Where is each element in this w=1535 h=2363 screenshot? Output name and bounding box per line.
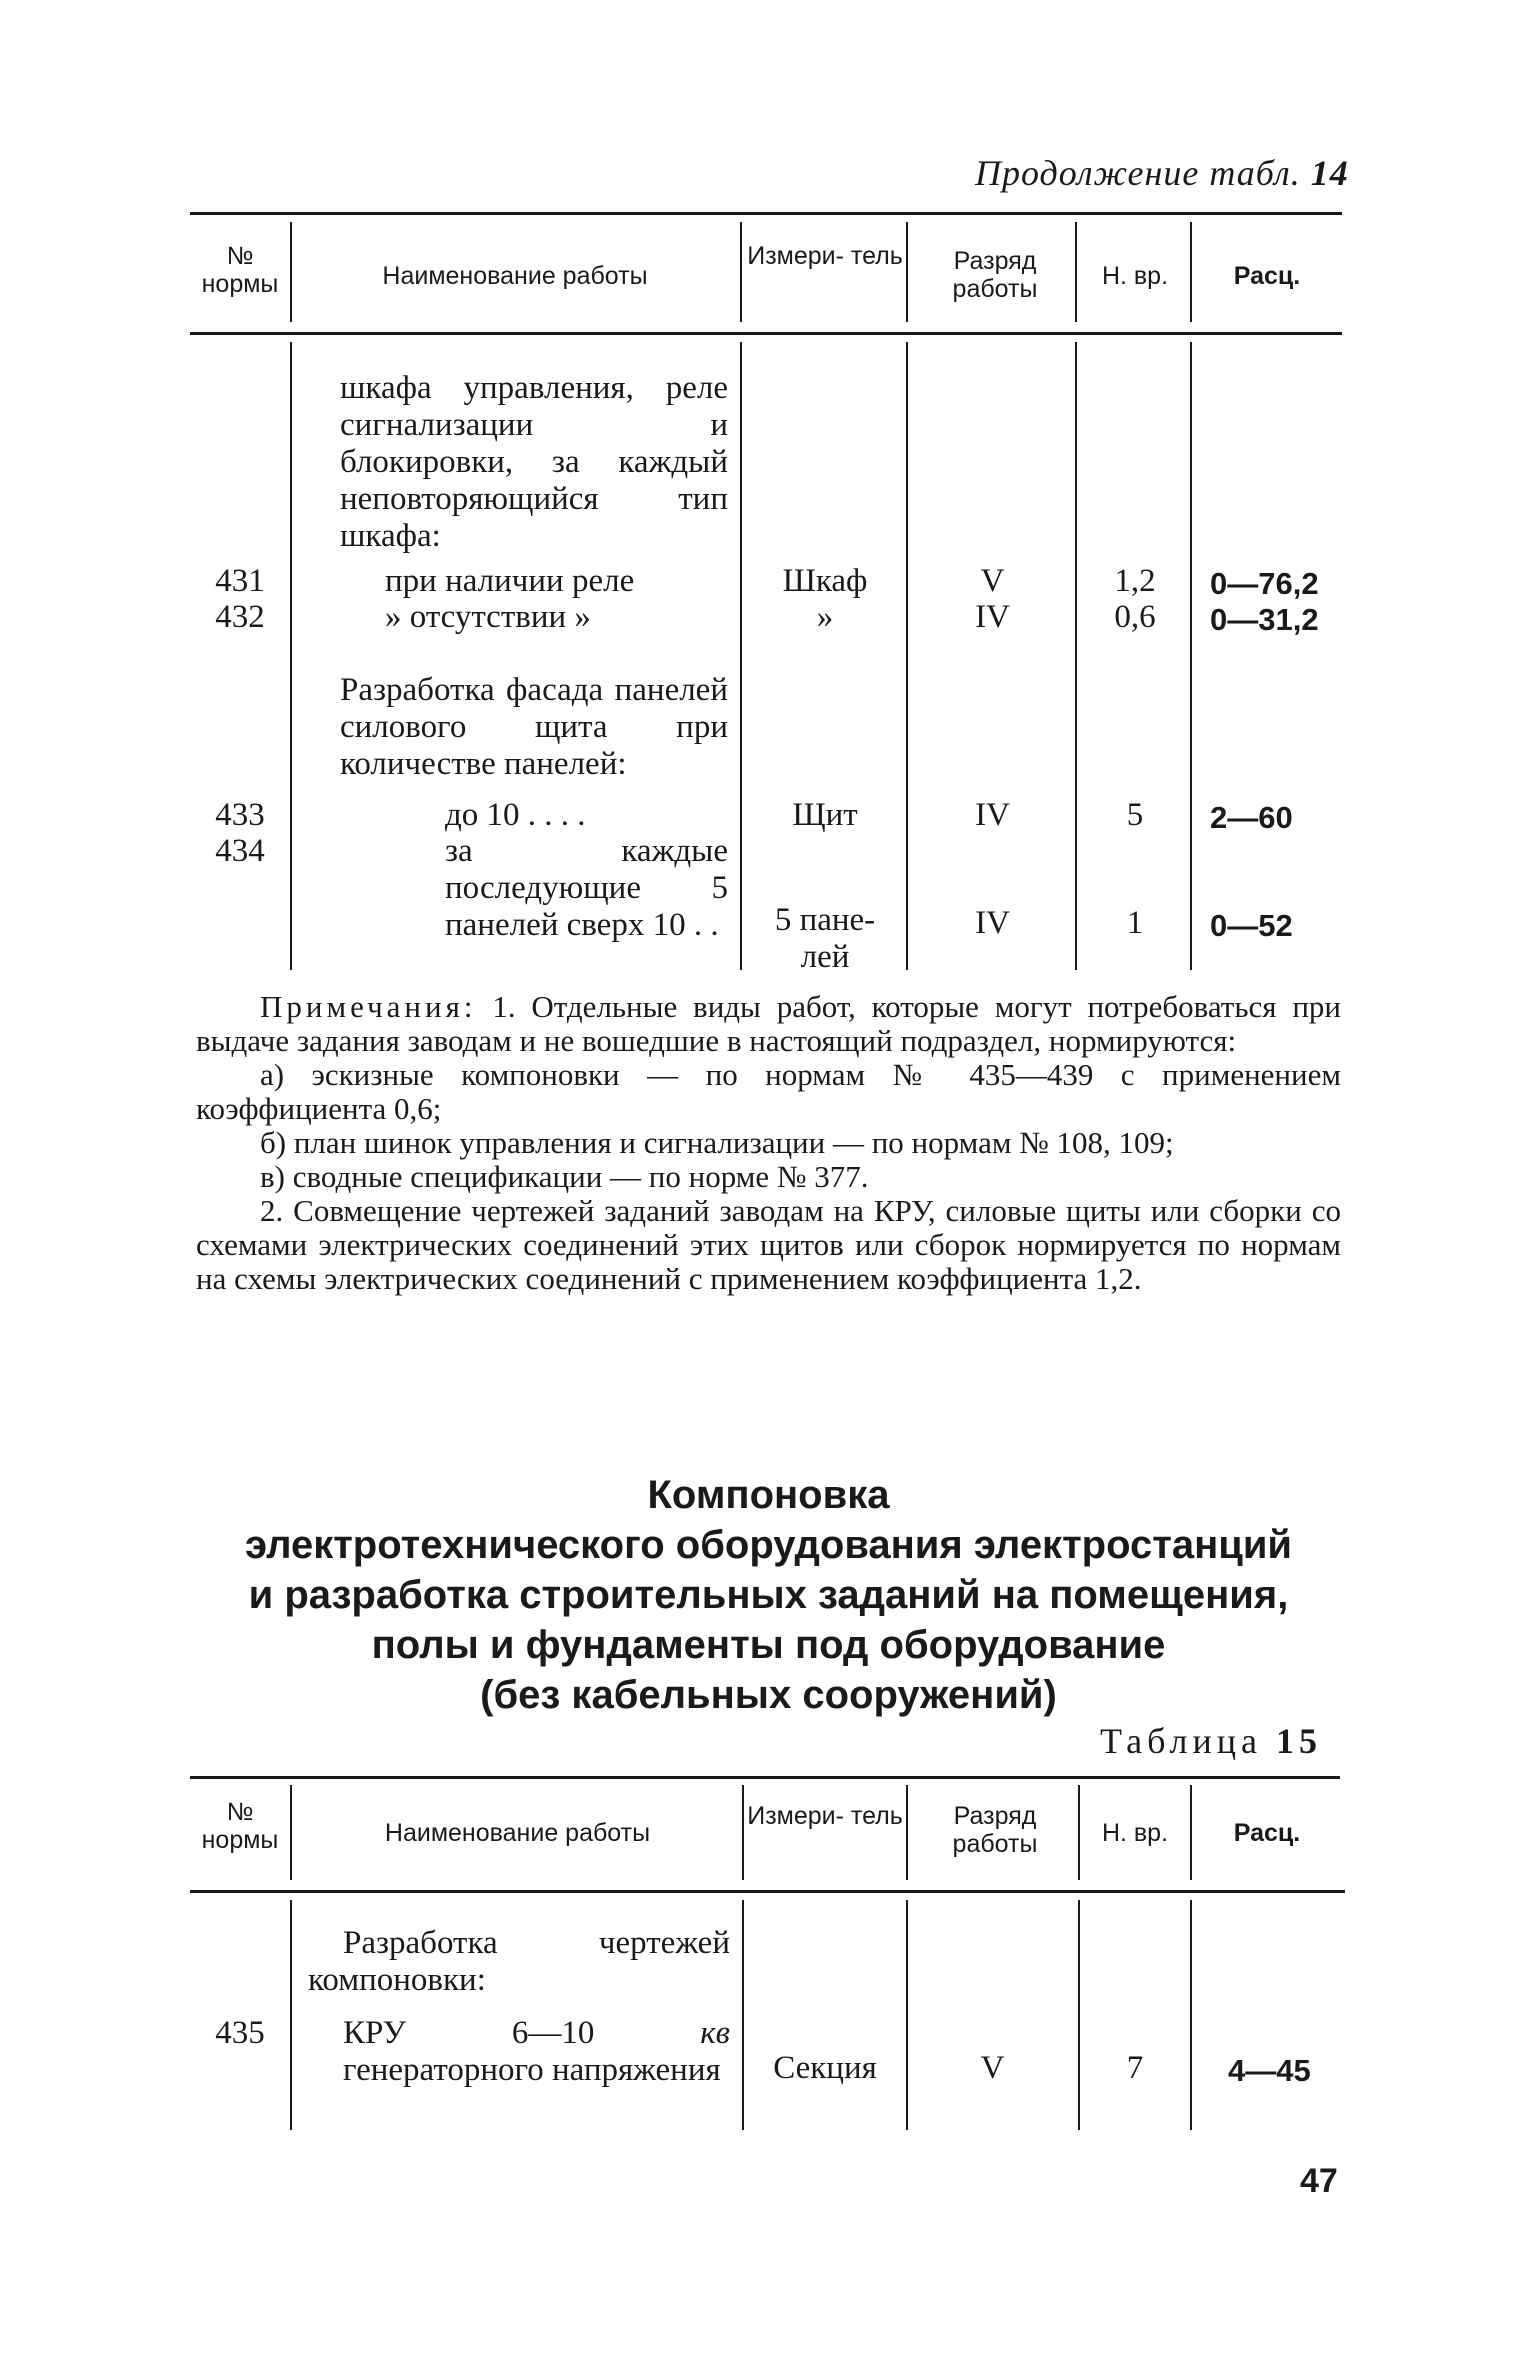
row-grade: V	[980, 563, 1005, 599]
row-grade: IV	[975, 599, 1010, 635]
table-header-rule	[190, 1890, 1345, 1893]
col-divider	[906, 222, 908, 322]
note-c: в) сводные спецификации — по норме № 377.	[260, 1159, 869, 1194]
page-number: 47	[1300, 2162, 1338, 2200]
group-text: Разработка фасада панелей силового щита при количестве панелей:	[340, 672, 728, 782]
col-divider	[906, 342, 908, 970]
group-text: Разработка чертежей компоновки:	[308, 1925, 730, 1998]
row-time: 5	[1126, 797, 1144, 833]
row-name: » отсутствии »	[385, 599, 591, 635]
table-top-rule	[190, 212, 1342, 215]
row-rate: 0—31,2	[1210, 602, 1319, 637]
row-rate: 2—60	[1210, 800, 1293, 835]
note-2: 2. Совмещение чертежей заданий заводам на КРУ, силовые щиты или сборки со схемами электрических соединений этих щитов или сборок нормируется по нормам на схемы электрических соединений с применением коэффициента 1,2.	[196, 1193, 1341, 1296]
col-divider	[1190, 342, 1192, 970]
caption-text: Продолжение табл.	[975, 153, 1301, 193]
col-divider	[1078, 1785, 1080, 1880]
header-grade: Разряд работы	[952, 247, 1038, 303]
row-number: 434	[215, 833, 265, 869]
header-unit: Измери- тель	[747, 242, 903, 270]
header-work-name: Наименование работы	[384, 1819, 651, 1847]
table-15-caption	[1100, 1720, 1322, 1762]
header-rate: Расц.	[1233, 262, 1301, 290]
row-name: за каждые последующие 5 панелей сверх 10 . .	[445, 833, 728, 943]
row-number: 432	[215, 599, 265, 635]
col-divider	[1190, 1900, 1192, 2130]
col-divider	[742, 1900, 744, 2130]
col-divider	[740, 222, 742, 322]
row-unit: Щит	[792, 797, 858, 833]
notes-label: Примечания:	[260, 989, 477, 1024]
continuation-caption	[975, 152, 1349, 194]
caption-table-number: 14	[1310, 153, 1349, 193]
row-unit: Секция	[773, 2050, 877, 2086]
section-title	[196, 1470, 1341, 1720]
col-divider	[740, 342, 742, 970]
col-divider	[1190, 222, 1192, 322]
col-divider	[1075, 342, 1077, 970]
row-time: 1,2	[1114, 563, 1156, 599]
col-divider	[290, 222, 292, 322]
section-title-line: (без кабельных сооружений)	[480, 1673, 1057, 1717]
header-grade: Разряд работы	[952, 1802, 1038, 1858]
notes	[196, 990, 1341, 1296]
row-unit: »	[816, 599, 834, 635]
row-time: 7	[1126, 2050, 1144, 2086]
row-time: 1	[1126, 905, 1144, 941]
header-unit: Измери- тель	[747, 1802, 903, 1830]
header-norm-no: № нормы	[201, 242, 279, 298]
intro-text: шкафа управления, реле сигнализации и блокировки, за каждый неповторяющийся тип шкафа:	[340, 370, 728, 554]
section-title-line: и разработка строительных заданий на помещения,	[248, 1573, 1289, 1617]
row-grade: IV	[975, 797, 1010, 833]
section-title-line: полы и фундаменты под оборудование	[371, 1623, 1166, 1667]
table-caption-number: 15	[1275, 1721, 1322, 1761]
header-time: Н. вр.	[1101, 1819, 1169, 1847]
row-number: 433	[215, 797, 265, 833]
col-divider	[290, 1900, 292, 2130]
col-divider	[1075, 222, 1077, 322]
header-rate: Расц.	[1233, 1819, 1301, 1847]
row-time: 0,6	[1114, 599, 1156, 635]
header-work-name: Наименование работы	[382, 262, 648, 290]
col-divider	[1078, 1900, 1080, 2130]
table-top-rule	[190, 1776, 1340, 1779]
row-number: 435	[215, 2015, 265, 2051]
col-divider	[290, 1785, 292, 1880]
note-1-text: 1. Отдельные виды работ, которые могут потребоваться при выдаче задания заводам и не вошедшие в настоящий подраздел, нормируются:	[196, 989, 1341, 1058]
note-a: а) эскизные компоновки — по нормам № 435—439 с применением коэффициента 0,6;	[196, 1057, 1341, 1126]
section-title-line: Компоновка	[647, 1473, 890, 1517]
row-name-unit: кв	[700, 2015, 731, 2051]
note-1	[196, 990, 1341, 1058]
row-name	[343, 2015, 730, 2089]
note-b: б) план шинок управления и сигнализации — по нормам № 108, 109;	[260, 1125, 1174, 1160]
section-title-line: электротехнического оборудования электростанций	[244, 1523, 1293, 1567]
col-divider	[290, 342, 292, 970]
row-unit: Шкаф	[782, 563, 868, 599]
row-grade: IV	[975, 905, 1010, 941]
row-name-suffix: генераторного напряжения	[343, 2052, 721, 2088]
row-rate: 0—76,2	[1210, 566, 1319, 601]
row-rate: 4—45	[1228, 2053, 1311, 2088]
row-name: до 10 . . . .	[445, 797, 586, 833]
header-norm-no: № нормы	[201, 1798, 279, 1854]
row-unit: 5 пане- лей	[774, 902, 876, 975]
row-name-prefix: КРУ 6—10	[343, 2015, 595, 2051]
row-grade: V	[980, 2050, 1005, 2086]
col-divider	[1190, 1785, 1192, 1880]
col-divider	[906, 1785, 908, 1880]
col-divider	[906, 1900, 908, 2130]
row-name: при наличии реле	[385, 563, 635, 599]
col-divider	[742, 1785, 744, 1880]
row-rate: 0—52	[1210, 908, 1293, 943]
table-caption-text: Таблица	[1100, 1721, 1262, 1761]
row-number: 431	[215, 563, 265, 599]
table-header-rule	[190, 332, 1342, 335]
header-time: Н. вр.	[1101, 262, 1169, 290]
